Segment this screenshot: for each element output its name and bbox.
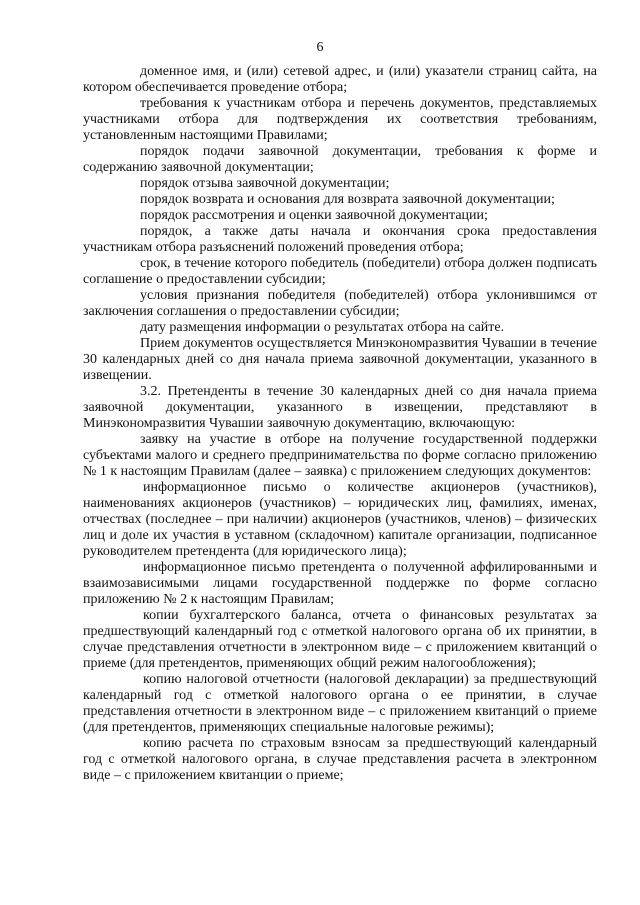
page-number: 6 bbox=[316, 40, 324, 55]
paragraph: копию налоговой отчетности (налоговой декларации) за предшествующий календарный год с отметкой налогового органа о ее принятии, в случае представления отчетности в электронном виде – с приложением квитанций о приеме (для претендентов, применяющих специальные налоговые режимы); bbox=[83, 672, 597, 735]
paragraph: срок, в течение которого победитель (победители) отбора должен подписать соглашение о предоставлении субсидии; bbox=[83, 256, 597, 287]
paragraph: порядок подачи заявочной документации, требования к форме и содержанию заявочной документации; bbox=[83, 144, 597, 175]
paragraph: информационное письмо о количестве акционеров (участников), наименованиях акционеров (участников) – юридических лиц, фамилиях, именах, отчествах (последнее – при наличии) акционеров (участников, членов) – физических лиц и доле их участия в уставном (складочном) капитале организации, подписанное руководителем претендента (для юридического лица); bbox=[83, 480, 597, 559]
paragraph: доменное имя, и (или) сетевой адрес, и (или) указатели страниц сайта, на котором обеспечивается проведение отбора; bbox=[83, 64, 597, 95]
paragraph: порядок, а также даты начала и окончания срока предоставления участникам отбора разъяснений положений проведения отбора; bbox=[83, 224, 597, 255]
paragraph: Прием документов осуществляется Минэкономразвития Чувашии в течение 30 календарных дней со дня начала приема заявочной документации, указанного в извещении. bbox=[83, 336, 597, 383]
paragraph: дату размещения информации о результатах отбора на сайте. bbox=[140, 320, 505, 335]
paragraph: порядок рассмотрения и оценки заявочной документации; bbox=[140, 208, 488, 223]
paragraph: условия признания победителя (победителей) отбора уклонившимся от заключения соглашения о предоставлении субсидии; bbox=[83, 288, 597, 319]
paragraph: копию расчета по страховым взносам за предшествующий календарный год с отметкой налогового органа, в случае представления расчета в электронном виде – с приложением квитанции о приеме; bbox=[83, 736, 597, 783]
paragraph: 3.2. Претенденты в течение 30 календарных дней со дня начала приема заявочной документации, указанного в извещении, представляют в Минэкономразвития Чувашии заявочную документацию, включающую: bbox=[83, 384, 597, 431]
document-body bbox=[83, 64, 597, 784]
paragraph: копии бухгалтерского баланса, отчета о финансовых результатах за предшествующий календарный год с отметкой налогового органа об их принятии, в случае представления отчетности в электронном виде – с приложением квитанций о приеме (для претендентов, применяющих общий режим налогообложения); bbox=[83, 608, 597, 671]
paragraph: информационное письмо претендента о полученной аффилированными и взаимозависимыми лицами государственной поддержке по форме согласно приложению № 2 к настоящим Правилам; bbox=[83, 560, 597, 607]
paragraph: порядок возврата и основания для возврата заявочной документации; bbox=[140, 192, 555, 207]
paragraph: порядок отзыва заявочной документации; bbox=[140, 176, 390, 191]
paragraph: требования к участникам отбора и перечень документов, представляемых участниками отбора для подтверждения их соответствия требованиям, установленным настоящими Правилами; bbox=[83, 96, 597, 143]
paragraph: заявку на участие в отборе на получение государственной поддержки субъектами малого и среднего предпринимательства по форме согласно приложению № 1 к настоящим Правилам (далее – заявка) с приложением следующих документов: bbox=[83, 432, 597, 479]
